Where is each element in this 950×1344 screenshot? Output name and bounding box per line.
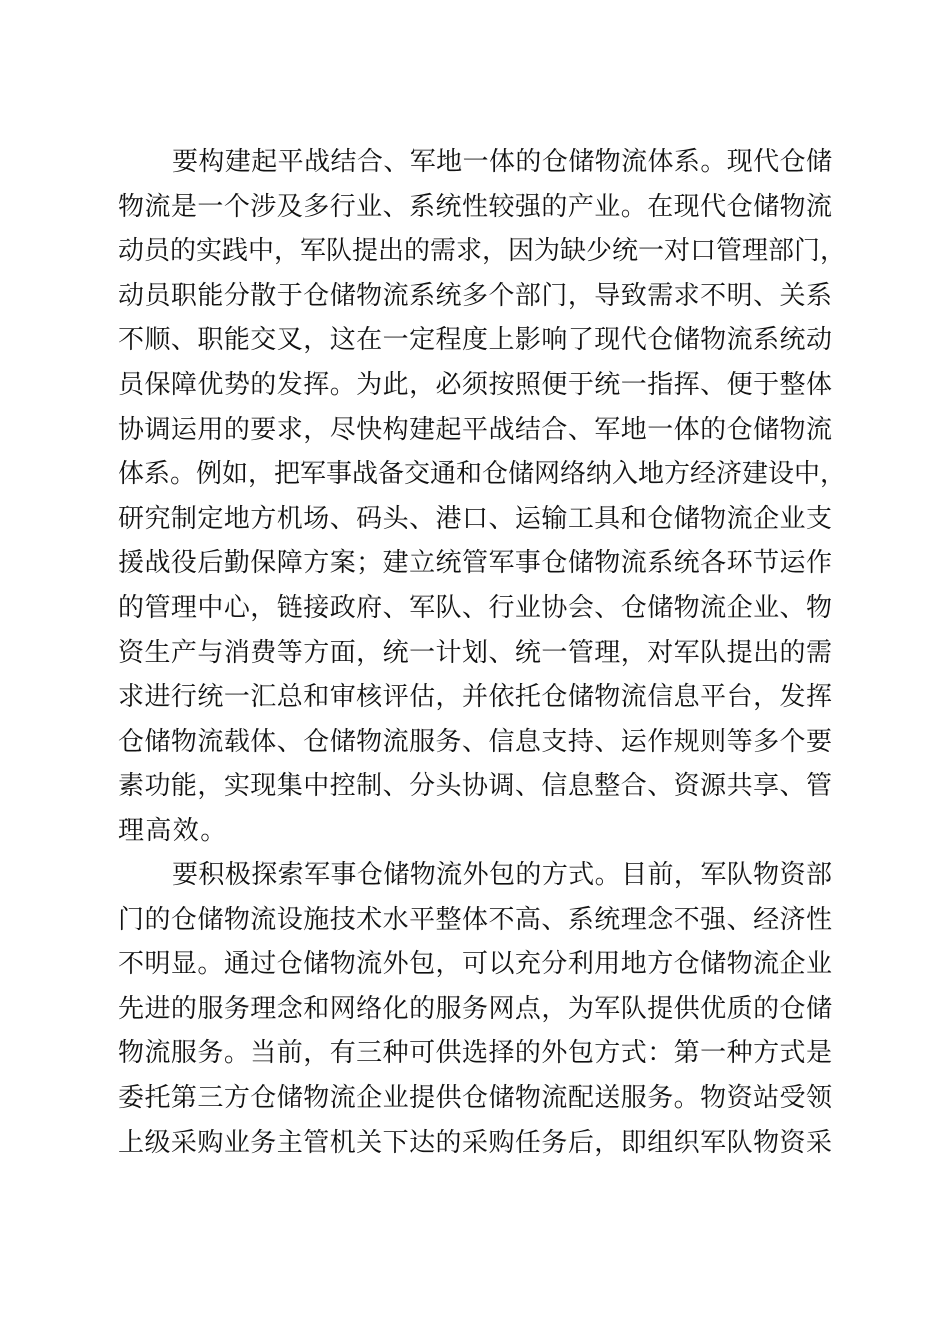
text-line: 不顺、职能交叉，这在一定程度上影响了现代仓储物流系统动 <box>118 325 832 356</box>
text-line: 动员的实践中，军队提出的需求，因为缺少统一对口管理部门， <box>118 236 847 267</box>
text-line: 不明显。通过仓储物流外包，可以充分利用地方仓储物流企业 <box>118 949 832 980</box>
text-line: 援战役后勤保障方案；建立统管军事仓储物流系统各环节运作 <box>118 548 832 579</box>
text-line: 体系。例如，把军事战备交通和仓储网络纳入地方经济建设中， <box>118 459 847 490</box>
text-line: 上级采购业务主管机关下达的采购任务后，即组织军队物资采 <box>118 1127 832 1158</box>
text-line: 物流服务。当前，有三种可供选择的外包方式：第一种方式是 <box>118 1038 832 1069</box>
text-line: 仓储物流载体、仓储物流服务、信息支持、运作规则等多个要 <box>118 726 832 757</box>
text-line: 物流是一个涉及多行业、系统性较强的产业。在现代仓储物流 <box>118 191 832 222</box>
text-line: 要积极探索军事仓储物流外包的方式。目前，军队物资部 <box>172 860 832 890</box>
text-line: 委托第三方仓储物流企业提供仓储物流配送服务。物资站受领 <box>118 1083 832 1113</box>
text-line: 要构建起平战结合、军地一体的仓储物流体系。现代仓储 <box>172 147 832 177</box>
text-line: 素功能，实现集中控制、分头协调、信息整合、资源共享、管 <box>118 771 832 802</box>
text-line: 协调运用的要求，尽快构建起平战结合、军地一体的仓储物流 <box>118 414 832 445</box>
text-line: 门的仓储物流设施技术水平整体不高、系统理念不强、经济性 <box>118 904 832 935</box>
text-line: 理高效。 <box>118 816 228 846</box>
text-line: 的管理中心，链接政府、军队、行业协会、仓储物流企业、物 <box>118 593 832 623</box>
text-line: 动员职能分散于仓储物流系统多个部门，导致需求不明、关系 <box>118 280 832 311</box>
text-line: 资生产与消费等方面，统一计划、统一管理，对军队提出的需 <box>118 637 832 668</box>
text-line: 先进的服务理念和网络化的服务网点，为军队提供优质的仓储 <box>118 993 832 1024</box>
text-line: 研究制定地方机场、码头、港口、运输工具和仓储物流企业支 <box>118 503 832 534</box>
text-line: 员保障优势的发挥。为此，必须按照便于统一指挥、便于整体 <box>118 370 832 400</box>
text-line: 求进行统一汇总和审核评估，并依托仓储物流信息平台，发挥 <box>118 682 832 713</box>
